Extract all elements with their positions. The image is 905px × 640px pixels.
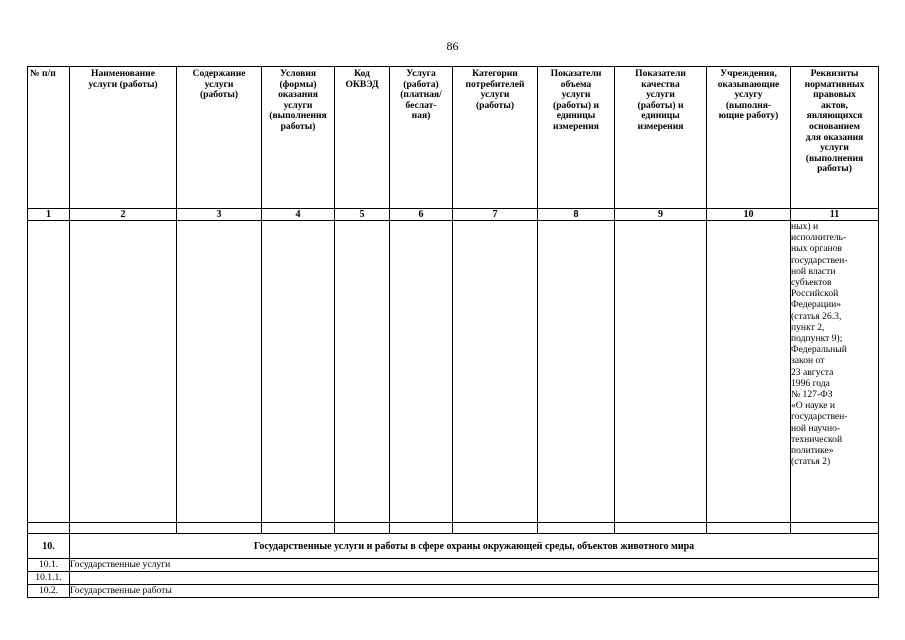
- table-cell: [538, 523, 615, 534]
- column-number: 10: [707, 209, 791, 221]
- column-number: 11: [791, 209, 879, 221]
- page-number: 86: [446, 39, 459, 53]
- table-cell: [791, 523, 879, 534]
- header-cell-conditions: Условия (формы) оказания услуги (выполнения работы): [262, 67, 335, 209]
- column-number-row: [28, 209, 879, 221]
- table-cell: [707, 523, 791, 534]
- header-cell-service-content: Содержание услуги (работы): [177, 67, 262, 209]
- subsection-row: [28, 572, 879, 585]
- table-cell: [335, 221, 390, 523]
- header-cell-paid-free: Услуга (работа) (платная/ беслат- ная): [390, 67, 453, 209]
- table-cell: [707, 221, 791, 523]
- table-cell: [390, 523, 453, 534]
- section-title: Государственные услуги и работы в сфере охраны окружающей среды, объектов животного мира: [70, 534, 879, 559]
- table-cell: [70, 221, 177, 523]
- section-number: 10.: [28, 534, 70, 559]
- subsection-label: [70, 572, 879, 585]
- header-cell-okved: Код ОКВЭД: [335, 67, 390, 209]
- subsection-row: [28, 585, 879, 598]
- table-cell: [70, 523, 177, 534]
- column-number: 7: [453, 209, 538, 221]
- services-register-table: [27, 66, 879, 598]
- column-number: 4: [262, 209, 335, 221]
- table-cell: [538, 221, 615, 523]
- subsection-label: Государственные работы: [70, 585, 879, 598]
- table-cell: [28, 523, 70, 534]
- table-cell: [262, 523, 335, 534]
- table-cell: [335, 523, 390, 534]
- column-number: 8: [538, 209, 615, 221]
- legal-acts-text: ных) и исполнитель- ных органов государствен- ной власти субъектов Российской Федерации» (статья 26.3, пункт 2, подпункт 9); Федеральный закон от 23 августа 1996 года № 127-ФЗ «О науке и государствен- ной научно- технической политике» (статья 2): [791, 221, 848, 468]
- table-row: [28, 523, 879, 534]
- table-cell: [615, 221, 707, 523]
- table-cell: [262, 221, 335, 523]
- column-number: 1: [28, 209, 70, 221]
- table-row: [28, 221, 879, 523]
- table-cell: [177, 523, 262, 534]
- table-cell: [177, 221, 262, 523]
- subsection-label: Государственные услуги: [70, 559, 879, 572]
- table-cell: [390, 221, 453, 523]
- subsection-number: 10.1.: [28, 559, 70, 572]
- table-cell: [615, 523, 707, 534]
- section-row: [28, 534, 879, 559]
- subsection-number: 10.1.1.: [28, 572, 70, 585]
- table-cell: [28, 221, 70, 523]
- header-cell-institutions: Учреждения, оказывающие услугу (выполня- ющие работу): [707, 67, 791, 209]
- header-cell-volume-indicators: Показатели объема услуги (работы) и единицы измерения: [538, 67, 615, 209]
- table-cell: [453, 523, 538, 534]
- header-cell-quality-indicators: Показатели качества услуги (работы) и единицы измерения: [615, 67, 707, 209]
- header-cell-consumers: Категории потребителей услуги (работы): [453, 67, 538, 209]
- subsection-number: 10.2.: [28, 585, 70, 598]
- column-number: 6: [390, 209, 453, 221]
- header-cell-legal-acts: Реквизиты нормативных правовых актов, являющихся основанием для оказания услуги (выполнения работы): [791, 67, 879, 209]
- table-cell: [453, 221, 538, 523]
- header-row: [28, 67, 879, 209]
- column-number: 9: [615, 209, 707, 221]
- subsection-row: [28, 559, 879, 572]
- header-cell-num: № п/п: [28, 67, 70, 209]
- legal-acts-cell: [791, 221, 879, 523]
- header-cell-service-name: Наименование услуги (работы): [70, 67, 177, 209]
- column-number: 2: [70, 209, 177, 221]
- column-number: 3: [177, 209, 262, 221]
- column-number: 5: [335, 209, 390, 221]
